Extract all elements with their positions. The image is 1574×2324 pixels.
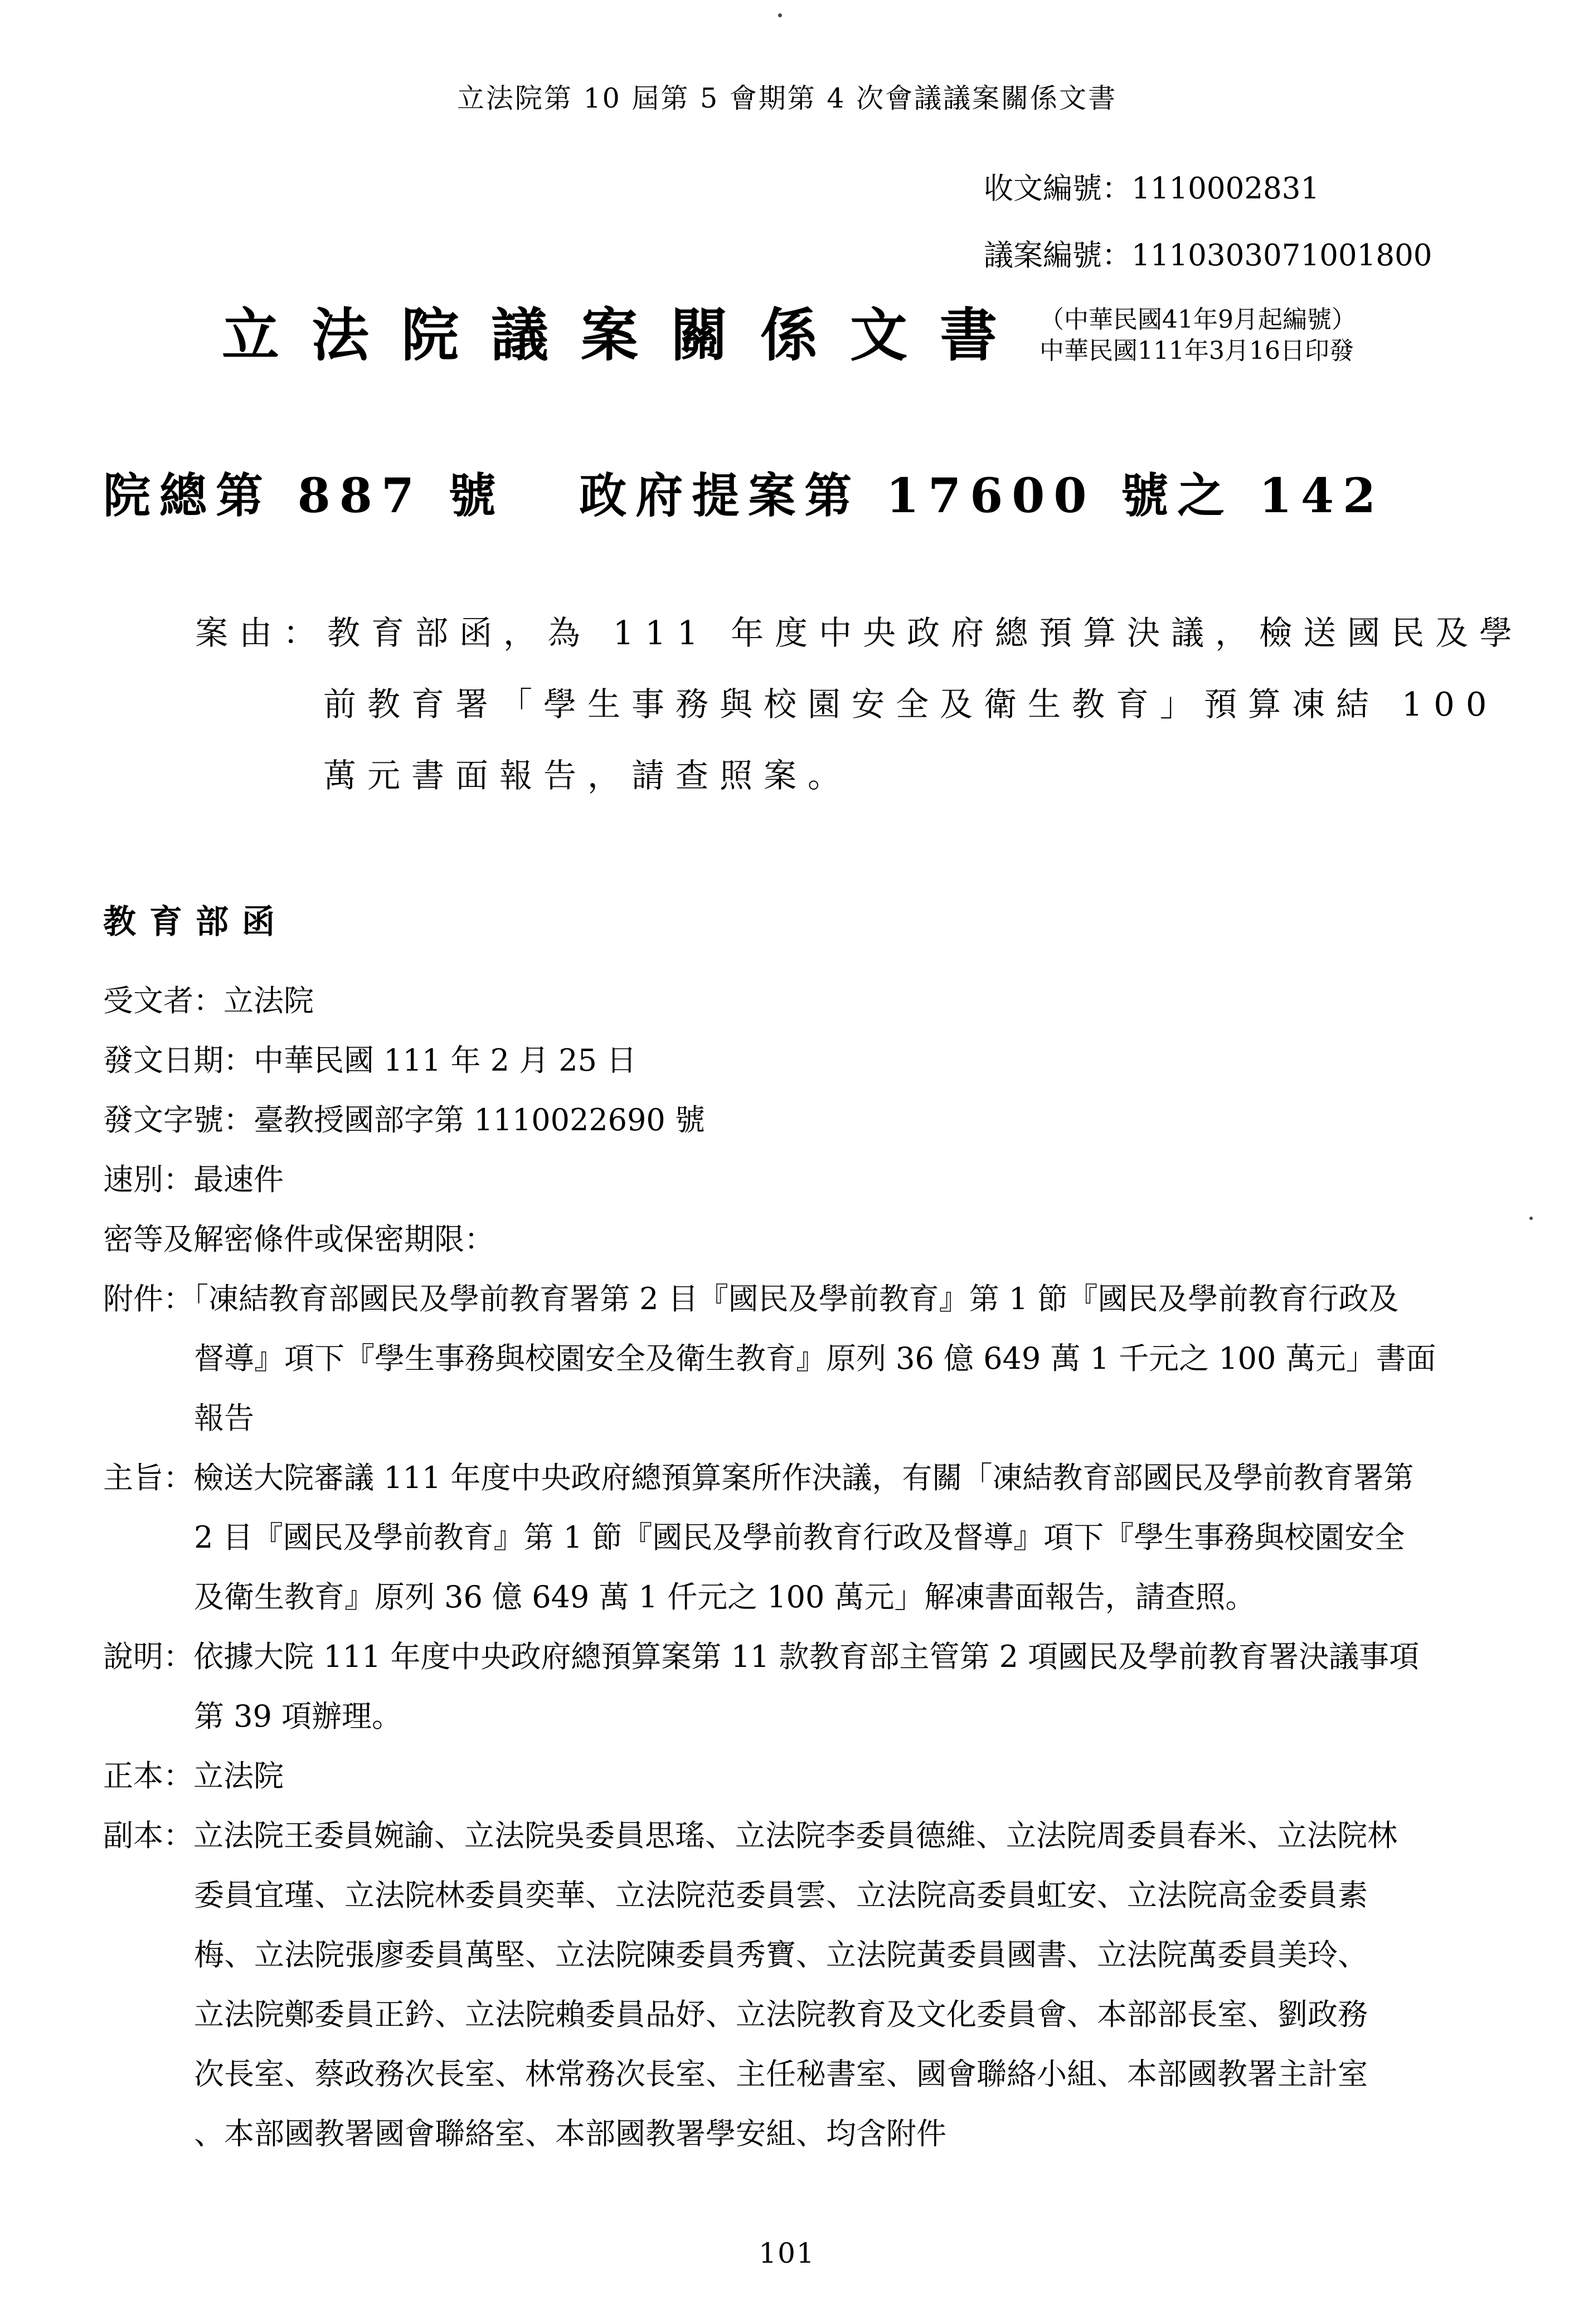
title-note-line2: 中華民國111年3月16日印發	[1039, 337, 1354, 365]
doc-numbers	[984, 172, 1432, 273]
case-summary-line: 萬元書面報告，請查照案。	[323, 756, 852, 795]
letter-heading: 教育部函	[103, 902, 289, 941]
letter-line-cc: 梅、立法院張廖委員萬堅、立法院陳委員秀寶、立法院黃委員國書、立法院萬委員美玲、	[194, 1937, 1368, 1972]
letter-line-original: 正本：立法院	[103, 1758, 284, 1793]
case-summary	[195, 597, 1524, 811]
letter-line-attachment: 報告	[194, 1401, 254, 1436]
letter-line-speed: 速別：最速件	[103, 1162, 284, 1197]
receipt-number: 收文編號：1110002831	[984, 172, 1320, 206]
letter-line-explanation: 說明：依據大院 111 年度中央政府總預算案第 11 款教育部主管第 2 項國民及學前教育署決議事項	[103, 1639, 1420, 1674]
title-note-line1: （中華民國41年9月起編號）	[1039, 305, 1356, 334]
session-header: 立法院第 10 屆第 5 會期第 4 次會議議案關係文書	[456, 82, 1118, 114]
case-summary-line: 前教育署「學生事務與校園安全及衛生教育」預算凍結 100	[323, 685, 1498, 723]
case-number-row	[103, 458, 1384, 526]
yuan-total-number: 院總第 887 號	[103, 468, 505, 524]
letter-line-attachment: 督導』項下『學生事務與校園安全及衛生教育』原列 36 億 649 萬 1 千元之 100 萬元」書面	[194, 1341, 1436, 1376]
scan-artifact-dot	[1529, 1217, 1533, 1220]
letter-line-secrecy: 密等及解密條件或保密期限：	[103, 1222, 494, 1257]
scan-artifact-dot	[778, 13, 782, 17]
letter-line-date: 發文日期：中華民國 111 年 2 月 25 日	[103, 1043, 637, 1078]
letter-line-subject: 2 目『國民及學前教育』第 1 節『國民及學前教育行政及督導』項下『學生事務與校園安全	[194, 1520, 1405, 1555]
letter-line-subject: 及衛生教育』原列 36 億 649 萬 1 仟元之 100 萬元」解凍書面報告，請查照。	[194, 1579, 1256, 1615]
document-title: 立法院議案關係文書	[222, 302, 1029, 369]
letter-line-cc: 次長室、蔡政務次長室、林常務次長室、主任秘書室、國會聯絡小組、本部國教署主計室	[194, 2056, 1368, 2092]
letter-line-cc: 立法院鄭委員正鈐、立法院賴委員品妤、立法院教育及文化委員會、本部部長室、劉政務	[194, 1997, 1368, 2032]
title-note	[1039, 304, 1356, 367]
letter-line-attachment: 附件：「凍結教育部國民及學前教育署第 2 目『國民及學前教育』第 1 節『國民及學前教育行政及	[103, 1281, 1399, 1316]
page-number: 101	[759, 2237, 815, 2269]
letter-line-cc: 、本部國教署國會聯絡室、本部國教署學安組、均含附件	[194, 2116, 946, 2151]
letter-line-subject: 主旨：檢送大院審議 111 年度中央政府總預算案所作決議，有關「凍結教育部國民及學前教育署第	[103, 1460, 1414, 1495]
letter-line-cc: 委員宜瑾、立法院林委員奕華、立法院范委員雲、立法院高委員虹安、立法院高金委員素	[194, 1878, 1368, 1913]
letter-body	[103, 971, 1530, 2163]
letter-line-recipient: 受文者：立法院	[103, 983, 314, 1018]
gov-proposal-number: 政府提案第 17600 號之 142	[579, 468, 1385, 524]
letter-line-cc: 副本：立法院王委員婉諭、立法院吳委員思瑤、立法院李委員德維、立法院周委員春米、立法院林	[103, 1818, 1397, 1853]
title-row	[222, 296, 1356, 375]
letter-line-explanation: 第 39 項辦理。	[194, 1699, 402, 1734]
letter-line-ref-number: 發文字號：臺教授國部字第 1110022690 號	[103, 1102, 705, 1137]
bill-number: 議案編號：1110303071001800	[984, 239, 1432, 273]
case-summary-line: 案由：教育部函，為 111 年度中央政府總預算決議，檢送國民及學	[195, 614, 1524, 652]
